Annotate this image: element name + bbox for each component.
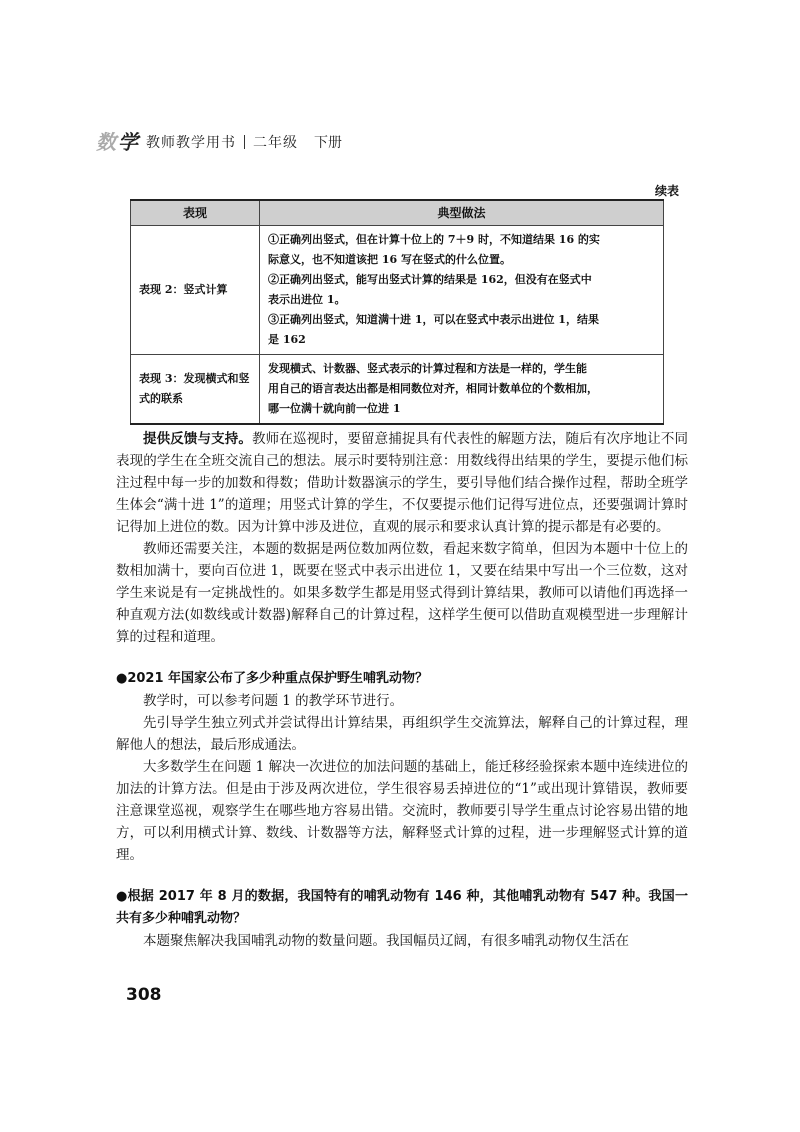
row-line: 哪一位满十就向前一位进 1	[268, 402, 401, 415]
question-heading: ●根据 2017 年 8 月的数据，我国特有的哺乳动物有 146 种，其他哺乳动物有 547 种。我国一共有多少种哺乳动物？	[116, 889, 688, 926]
row-line: 表示出进位 1。	[268, 293, 346, 306]
paragraph	[116, 428, 688, 538]
table-header-row	[131, 200, 664, 226]
table-row	[131, 226, 664, 355]
term-label: 下册	[314, 135, 342, 151]
table-row	[131, 355, 664, 425]
paragraph: 教学时，可以参考问题 1 的教学环节进行。	[143, 693, 404, 709]
column-header-typical-approach: 典型做法	[260, 200, 664, 226]
paragraph: 大多数学生在问题 1 解决一次进位的加法问题的基础上，能迁移经验探索本题中连续进位的加法的计算方法。但是由于涉及两次进位，学生很容易丢掉进位的“1”或出现计算错误，教师要注意课堂巡视，观察学生在哪些地方容易出错。交流时，教师要引导学生重点讨论容易出错的地方，可以利用横式计算、数线、计数器等方法，解释竖式计算的过程，进一步理解竖式计算的道理。	[116, 759, 688, 863]
grade-label: 二年级	[253, 135, 298, 151]
row-line: ①正确列出竖式，但在计算十位上的 7＋9 时，不知道结果 16 的实	[268, 233, 600, 246]
row-line: 是 162	[268, 333, 306, 346]
continued-label: 续表	[654, 184, 679, 198]
row-line: ②正确列出竖式，能写出竖式计算的结果是 162，但没有在竖式中	[268, 273, 592, 286]
logo-char-1: 数	[96, 130, 116, 154]
header-divider	[244, 135, 245, 149]
row-content	[260, 355, 664, 425]
subject-logo	[96, 132, 138, 152]
row-line: 际意义，也不知道该把 16 写在竖式的什么位置。	[268, 253, 511, 266]
row-label: 表现 3：发现横式和竖式的联系	[131, 355, 260, 425]
book-title: 教师教学用书	[146, 135, 236, 151]
paragraph: 本题聚焦解决我国哺乳动物的数量问题。我国幅员辽阔，有很多哺乳动物仅生活在	[143, 933, 629, 949]
body-text	[116, 428, 688, 952]
question-heading: ●2021 年国家公布了多少种重点保护野生哺乳动物？	[116, 671, 429, 686]
page-number: 308	[126, 985, 162, 1005]
row-line: 发现横式、计数器、竖式表示的计算过程和方法是一样的，学生能	[268, 362, 587, 375]
row-line: 用自己的语言表达出都是相同数位对齐，相同计数单位的个数相加，	[268, 382, 598, 395]
paragraph: 教师还需要关注，本题的数据是两位数加两位数，看起来数字简单，但因为本题中十位上的数相加满十，要向百位进 1，既要在竖式中表示出进位 1，又要在结果中写出一个三位数，这对学生来说是有一定挑战性的。如果多数学生都是用竖式得到计算结果，教师可以请他们再选择一种直观方法(如数线或计数器)解释自己的计算过程，这样学生便可以借助直观模型进一步理解计算的过程和道理。	[116, 541, 688, 645]
performance-table	[130, 199, 664, 425]
row-line: ③正确列出竖式，知道满十进 1，可以在竖式中表示出进位 1，结果	[268, 313, 599, 326]
logo-char-2: 学	[118, 130, 138, 154]
paragraph-text: 教师在巡视时，要留意捕捉具有代表性的解题方法，随后有次序地让不同表现的学生在全班交流自己的想法。展示时要特别注意：用数线得出结果的学生，要提示他们标注过程中每一步的加数和得数；借助计数器演示的学生，要引导他们结合操作过程，帮助全班学生体会“满十进 1”的道理；用竖式计算的学生，不仅要提示他们记得写进位点，还要强调计算时记得加上进位的数。因为计算中涉及进位，直观的展示和要求认真计算的提示都是有必要的。	[116, 431, 689, 535]
running-header	[96, 132, 342, 152]
row-label: 表现 2：竖式计算	[131, 226, 260, 355]
paragraph: 先引导学生独立列式并尝试得出计算结果，再组织学生交流算法，解释自己的计算过程，理解他人的想法，最后形成通法。	[116, 715, 688, 753]
column-header-performance: 表现	[131, 200, 260, 226]
row-content	[260, 226, 664, 355]
paragraph-lead: 提供反馈与支持。	[143, 431, 253, 447]
